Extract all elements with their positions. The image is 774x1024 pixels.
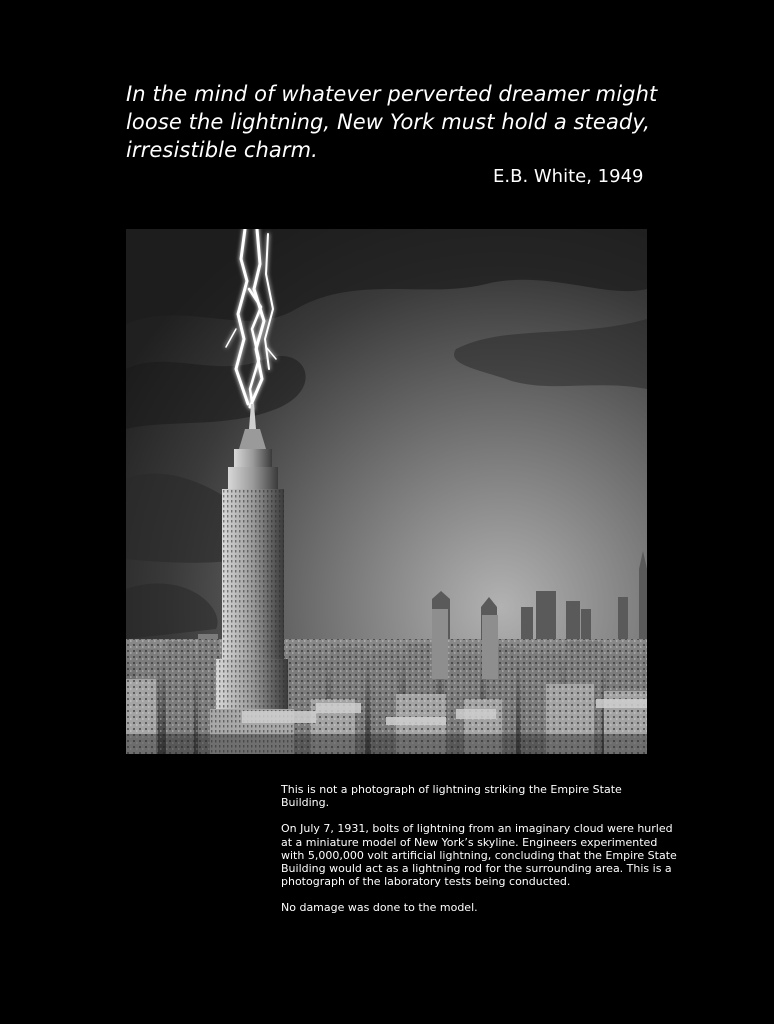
caption-body-line: at a miniature model of New York’s skyline. Engineers experimented <box>281 835 658 849</box>
photo-caption <box>281 783 677 928</box>
quote-line: irresistible charm. <box>126 138 318 162</box>
caption-body-line: photograph of the laboratory tests being conducted. <box>281 875 571 889</box>
caption-body-line: Building would act as a lightning rod for the surrounding area. This is a <box>281 862 672 876</box>
quote-attribution: E.B. White, 1949 <box>493 166 644 187</box>
quote-line: loose the lightning, New York must hold a steady, <box>126 110 651 134</box>
caption-body <box>281 822 677 889</box>
epigraph-quote <box>126 80 666 164</box>
quote-line: In the mind of whatever perverted dreamer might <box>126 82 658 106</box>
caption-closing: No damage was done to the model. <box>281 901 478 915</box>
caption-body-line: with 5,000,000 volt artificial lightning, concluding that the Empire State <box>281 848 677 862</box>
caption-intro: This is not a photograph of lightning striking the Empire State Building. <box>281 783 622 810</box>
caption-body-line: On July 7, 1931, bolts of lightning from an imaginary cloud were hurled <box>281 822 673 836</box>
lightning-skyline-photo <box>126 229 647 754</box>
